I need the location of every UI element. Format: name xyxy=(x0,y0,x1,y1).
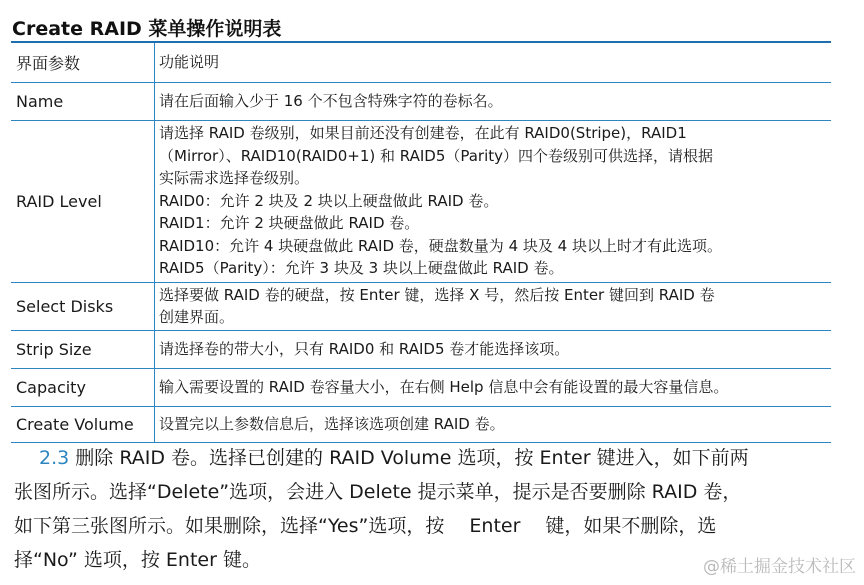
desc-line: 实际需求选择卷级别。 xyxy=(159,169,310,188)
header-desc: 功能说明 xyxy=(155,42,832,82)
paragraph-text: 删除 RAID 卷。选择已创建的 RAID Volume 选项，按 Enter 键进入，如下前两 xyxy=(69,447,749,469)
table-row-select-disks xyxy=(11,282,831,330)
raid-menu-table xyxy=(11,41,831,443)
desc-line: 请在后面输入少于 16 个不包含特殊字符的卷标名。 xyxy=(159,91,503,110)
paragraph-line xyxy=(14,441,850,475)
desc-line: 输入需要设置的 RAID 卷容量大小，在右侧 Help 信息中会有能设置的最大容量信息。 xyxy=(159,377,729,396)
paragraph-line: 如下第三张图所示。如果删除，选择“Yes”选项，按 Enter 键，如果不删除，选 xyxy=(14,515,717,537)
row-param: RAID Level xyxy=(11,120,155,282)
desc-line: 请选择卷的带大小，只有 RAID0 和 RAID5 卷才能选择该项。 xyxy=(159,339,570,358)
row-desc xyxy=(155,282,832,330)
desc-line: （Mirror）、RAID10(RAID0+1) 和 RAID5（Parity）四个卷级别可供选择，请根据 xyxy=(159,146,714,165)
table-row-create-volume xyxy=(11,406,831,442)
table-row-strip-size xyxy=(11,330,831,368)
table-header-row xyxy=(11,42,831,82)
table-caption: Create RAID 菜单操作说明表 xyxy=(12,18,282,40)
desc-line: RAID5（Parity）：允许 3 块及 3 块以上硬盘做此 RAID 卷。 xyxy=(159,259,564,278)
paragraph-line: 张图所示。选择“Delete”选项，会进入 Delete 提示菜单，提示是否要删除 RAID 卷， xyxy=(14,481,742,503)
table-row-raid-level xyxy=(11,120,831,282)
row-param: Strip Size xyxy=(11,330,155,368)
row-param: Name xyxy=(11,82,155,120)
desc-line: RAID10：允许 4 块硬盘做此 RAID 卷，硬盘数量为 4 块及 4 块以上时才有此选项。 xyxy=(159,236,722,255)
desc-line: 设置完以上参数信息后，选择该选项创建 RAID 卷。 xyxy=(159,414,505,433)
desc-line: 请选择 RAID 卷级别，如果目前还没有创建卷，在此有 RAID0(Stripe)，RAID1 xyxy=(159,124,687,143)
table-row-name xyxy=(11,82,831,120)
desc-line: RAID1：允许 2 块硬盘做此 RAID 卷。 xyxy=(159,214,420,233)
row-param: Create Volume xyxy=(11,406,155,442)
header-param: 界面参数 xyxy=(11,42,155,82)
section-number: 2.3 xyxy=(39,447,70,469)
row-desc xyxy=(155,82,832,120)
row-desc xyxy=(155,368,832,406)
watermark: @稀土掘金技术社区 xyxy=(703,557,856,577)
desc-line: 选择要做 RAID 卷的硬盘，按 Enter 键，选择 X 号，然后按 Enter 键回到 RAID 卷 xyxy=(159,285,715,304)
paragraph-line: 择“No” 选项，按 Enter 键。 xyxy=(14,549,261,571)
desc-line: 创建界面。 xyxy=(159,308,235,326)
row-param: Select Disks xyxy=(11,282,155,330)
row-desc xyxy=(155,120,832,282)
row-desc xyxy=(155,330,832,368)
row-desc xyxy=(155,406,832,442)
desc-line: RAID0：允许 2 块及 2 块以上硬盘做此 RAID 卷。 xyxy=(159,191,499,210)
row-param: Capacity xyxy=(11,368,155,406)
table-row-capacity xyxy=(11,368,831,406)
